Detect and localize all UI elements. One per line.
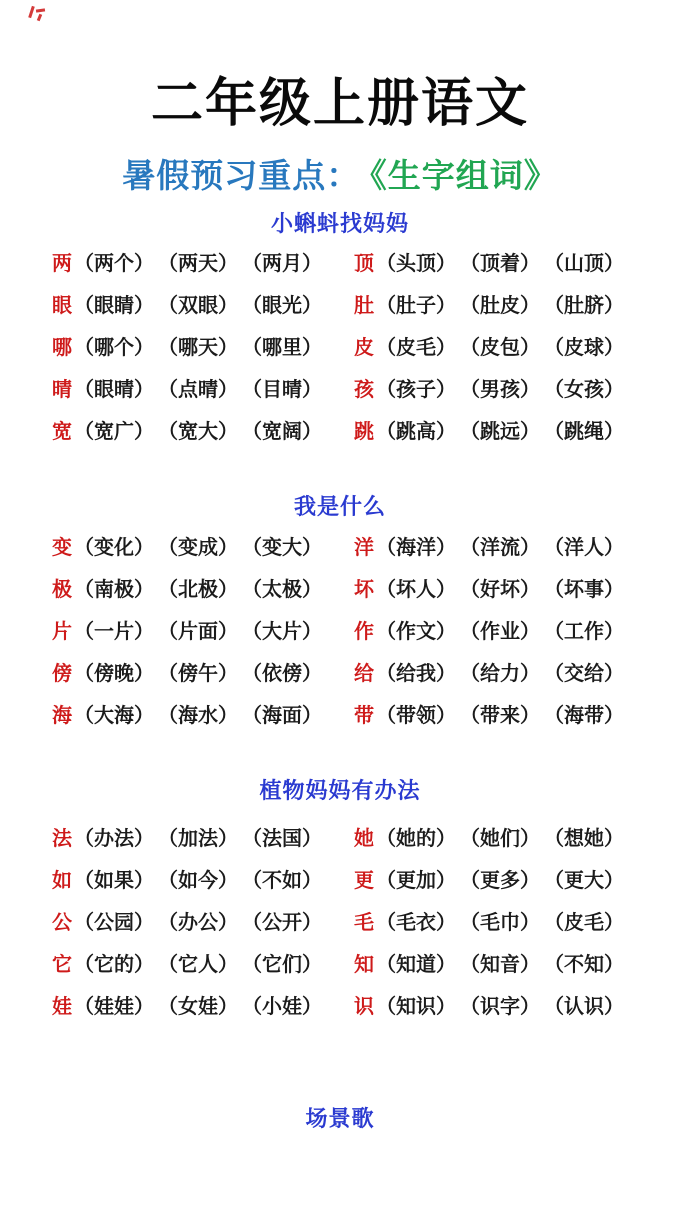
entry-right xyxy=(354,568,642,610)
word-item: （它人） xyxy=(158,952,238,976)
word-item: （点晴） xyxy=(158,377,238,401)
entry-row xyxy=(0,901,680,943)
head-character: 作 xyxy=(354,619,374,643)
word-item: （变化） xyxy=(74,535,154,559)
lesson-sections xyxy=(0,212,680,1133)
entry-left xyxy=(52,368,354,410)
word-item: （眼睛） xyxy=(74,293,154,317)
word-item: （作业） xyxy=(460,619,540,643)
entry-row xyxy=(0,817,680,859)
word-item: （太极） xyxy=(242,577,322,601)
word-item: （皮球） xyxy=(544,335,624,359)
head-character: 变 xyxy=(52,535,72,559)
head-character: 它 xyxy=(52,952,72,976)
section-header: 小蝌蚪找妈妈 xyxy=(270,212,409,237)
head-character: 极 xyxy=(52,577,72,601)
word-item: （小娃） xyxy=(242,994,322,1018)
head-character: 给 xyxy=(354,661,374,685)
lesson-section-2 xyxy=(0,495,680,736)
section-header: 场景歌 xyxy=(305,1107,375,1132)
word-item: （不知） xyxy=(544,952,624,976)
word-item: （更加） xyxy=(376,868,456,892)
head-character: 傍 xyxy=(52,661,72,685)
entry-row xyxy=(0,568,680,610)
word-item: （毛巾） xyxy=(460,910,540,934)
word-item: （坏人） xyxy=(376,577,456,601)
word-item: （头顶） xyxy=(376,251,456,275)
word-item: （坏事） xyxy=(544,577,624,601)
word-item: （跳远） xyxy=(460,419,540,443)
word-item: （给力） xyxy=(460,661,540,685)
word-item: （洋人） xyxy=(544,535,624,559)
word-item: （工作） xyxy=(544,619,624,643)
head-character: 眼 xyxy=(52,293,72,317)
head-character: 知 xyxy=(354,952,374,976)
head-character: 洋 xyxy=(354,535,374,559)
word-item: （皮包） xyxy=(460,335,540,359)
word-item: （更大） xyxy=(544,868,624,892)
word-item: （傍晚） xyxy=(74,661,154,685)
entry-left xyxy=(52,901,354,943)
page-title: 二年级上册语文 xyxy=(150,74,529,134)
word-item: （如今） xyxy=(158,868,238,892)
entry-row xyxy=(0,859,680,901)
word-item: （海带） xyxy=(544,703,624,727)
entry-left xyxy=(52,652,354,694)
word-item: （法国） xyxy=(242,826,322,850)
head-character: 孩 xyxy=(354,377,374,401)
word-item: （交给） xyxy=(544,661,624,685)
word-item: （海面） xyxy=(242,703,322,727)
entry-right xyxy=(354,694,642,736)
subtitle-blue-text: 暑假预习重点： xyxy=(122,156,361,195)
entry-row xyxy=(0,943,680,985)
word-item: （洋流） xyxy=(460,535,540,559)
word-item: （办公） xyxy=(158,910,238,934)
word-item: （知识） xyxy=(376,994,456,1018)
head-character: 娃 xyxy=(52,994,72,1018)
section-rows xyxy=(0,242,680,452)
word-item: （肚脐） xyxy=(544,293,624,317)
entry-row xyxy=(0,652,680,694)
head-character: 毛 xyxy=(354,910,374,934)
word-item: （识字） xyxy=(460,994,540,1018)
entry-right xyxy=(354,326,642,368)
entry-left xyxy=(52,694,354,736)
word-item: （公园） xyxy=(74,910,154,934)
entry-left xyxy=(52,284,354,326)
word-item: （目晴） xyxy=(242,377,322,401)
page-subtitle xyxy=(0,156,680,196)
entry-left xyxy=(52,568,354,610)
word-item: （女孩） xyxy=(544,377,624,401)
word-item: （跳高） xyxy=(376,419,456,443)
entry-right xyxy=(354,242,642,284)
head-character: 公 xyxy=(52,910,72,934)
word-item: （带来） xyxy=(460,703,540,727)
word-item: （想她） xyxy=(544,826,624,850)
word-item: （好坏） xyxy=(460,577,540,601)
entry-row xyxy=(0,694,680,736)
word-item: （哪里） xyxy=(242,335,322,359)
head-character: 坏 xyxy=(354,577,374,601)
head-character: 皮 xyxy=(354,335,374,359)
head-character: 如 xyxy=(52,868,72,892)
word-item: （作文） xyxy=(376,619,456,643)
head-character: 海 xyxy=(52,703,72,727)
word-item: （宽大） xyxy=(158,419,238,443)
word-item: （她的） xyxy=(376,826,456,850)
word-item: （宽阔） xyxy=(242,419,322,443)
entry-right xyxy=(354,859,642,901)
head-character: 宽 xyxy=(52,419,72,443)
word-item: （男孩） xyxy=(460,377,540,401)
subtitle-green-text: 《生字组词》 xyxy=(370,156,558,195)
entry-row xyxy=(0,326,680,368)
word-item: （认识） xyxy=(544,994,624,1018)
word-item: （眼光） xyxy=(242,293,322,317)
entry-right xyxy=(354,610,642,652)
entry-row xyxy=(0,410,680,452)
word-item: （给我） xyxy=(376,661,456,685)
word-item: （知音） xyxy=(460,952,540,976)
entry-row xyxy=(0,526,680,568)
word-item: （带领） xyxy=(376,703,456,727)
entry-left xyxy=(52,326,354,368)
word-item: （海水） xyxy=(158,703,238,727)
entry-right xyxy=(354,985,642,1027)
word-item: （宽广） xyxy=(74,419,154,443)
word-item: （大片） xyxy=(242,619,322,643)
word-item: （海洋） xyxy=(376,535,456,559)
entry-left xyxy=(52,242,354,284)
lesson-section-1 xyxy=(0,212,680,452)
head-character: 顶 xyxy=(354,251,374,275)
word-item: （它们） xyxy=(242,952,322,976)
word-item: （大海） xyxy=(74,703,154,727)
word-item: （不如） xyxy=(242,868,322,892)
entry-left xyxy=(52,610,354,652)
head-character: 更 xyxy=(354,868,374,892)
section-header: 植物妈妈有办法 xyxy=(259,779,421,804)
word-item: （双眼） xyxy=(158,293,238,317)
head-character: 晴 xyxy=(52,377,72,401)
head-character: 法 xyxy=(52,826,72,850)
entry-right xyxy=(354,526,642,568)
word-item: （片面） xyxy=(158,619,238,643)
word-item: （变成） xyxy=(158,535,238,559)
word-item: （肚子） xyxy=(376,293,456,317)
entry-row xyxy=(0,368,680,410)
word-item: （哪个） xyxy=(74,335,154,359)
entry-right xyxy=(354,410,642,452)
word-item: （肚皮） xyxy=(460,293,540,317)
section-header: 我是什么 xyxy=(293,495,386,520)
word-item: （她们） xyxy=(460,826,540,850)
head-character: 带 xyxy=(354,703,374,727)
word-item: （更多） xyxy=(460,868,540,892)
word-item: （依傍） xyxy=(242,661,322,685)
lesson-section-3 xyxy=(0,779,680,1027)
word-item: （办法） xyxy=(74,826,154,850)
word-item: （南极） xyxy=(74,577,154,601)
word-item: （两月） xyxy=(242,251,322,275)
word-item: （北极） xyxy=(158,577,238,601)
section-rows xyxy=(0,526,680,736)
head-character: 肚 xyxy=(354,293,374,317)
entry-left xyxy=(52,817,354,859)
entry-left xyxy=(52,985,354,1027)
head-character: 她 xyxy=(354,826,374,850)
word-item: （变大） xyxy=(242,535,322,559)
word-item: （山顶） xyxy=(544,251,624,275)
entry-right xyxy=(354,817,642,859)
word-item: （毛衣） xyxy=(376,910,456,934)
word-item: （哪天） xyxy=(158,335,238,359)
head-character: 片 xyxy=(52,619,72,643)
entry-row xyxy=(0,242,680,284)
word-item: （顶着） xyxy=(460,251,540,275)
word-item: （知道） xyxy=(376,952,456,976)
word-item: （傍午） xyxy=(158,661,238,685)
word-item: （娃娃） xyxy=(74,994,154,1018)
entry-right xyxy=(354,652,642,694)
entry-right xyxy=(354,368,642,410)
entry-left xyxy=(52,859,354,901)
word-item: （女娃） xyxy=(158,994,238,1018)
lesson-section-4 xyxy=(0,1107,680,1133)
entry-right xyxy=(354,901,642,943)
entry-row xyxy=(0,610,680,652)
head-character: 两 xyxy=(52,251,72,275)
head-character: 识 xyxy=(354,994,374,1018)
section-rows xyxy=(0,817,680,1027)
word-item: （如果） xyxy=(74,868,154,892)
word-item: （孩子） xyxy=(376,377,456,401)
word-item: （它的） xyxy=(74,952,154,976)
entry-left xyxy=(52,526,354,568)
head-character: 哪 xyxy=(52,335,72,359)
entry-right xyxy=(354,943,642,985)
entry-row xyxy=(0,985,680,1027)
word-item: （两天） xyxy=(158,251,238,275)
word-item: （公开） xyxy=(242,910,322,934)
word-item: （一片） xyxy=(74,619,154,643)
entry-right xyxy=(354,284,642,326)
entry-left xyxy=(52,410,354,452)
head-character: 跳 xyxy=(354,419,374,443)
word-item: （皮毛） xyxy=(376,335,456,359)
word-item: （跳绳） xyxy=(544,419,624,443)
word-item: （眼晴） xyxy=(74,377,154,401)
word-item: （加法） xyxy=(158,826,238,850)
word-item: （皮毛） xyxy=(544,910,624,934)
entry-row xyxy=(0,284,680,326)
word-item: （两个） xyxy=(74,251,154,275)
red-corner-mark-icon xyxy=(28,5,46,21)
entry-left xyxy=(52,943,354,985)
